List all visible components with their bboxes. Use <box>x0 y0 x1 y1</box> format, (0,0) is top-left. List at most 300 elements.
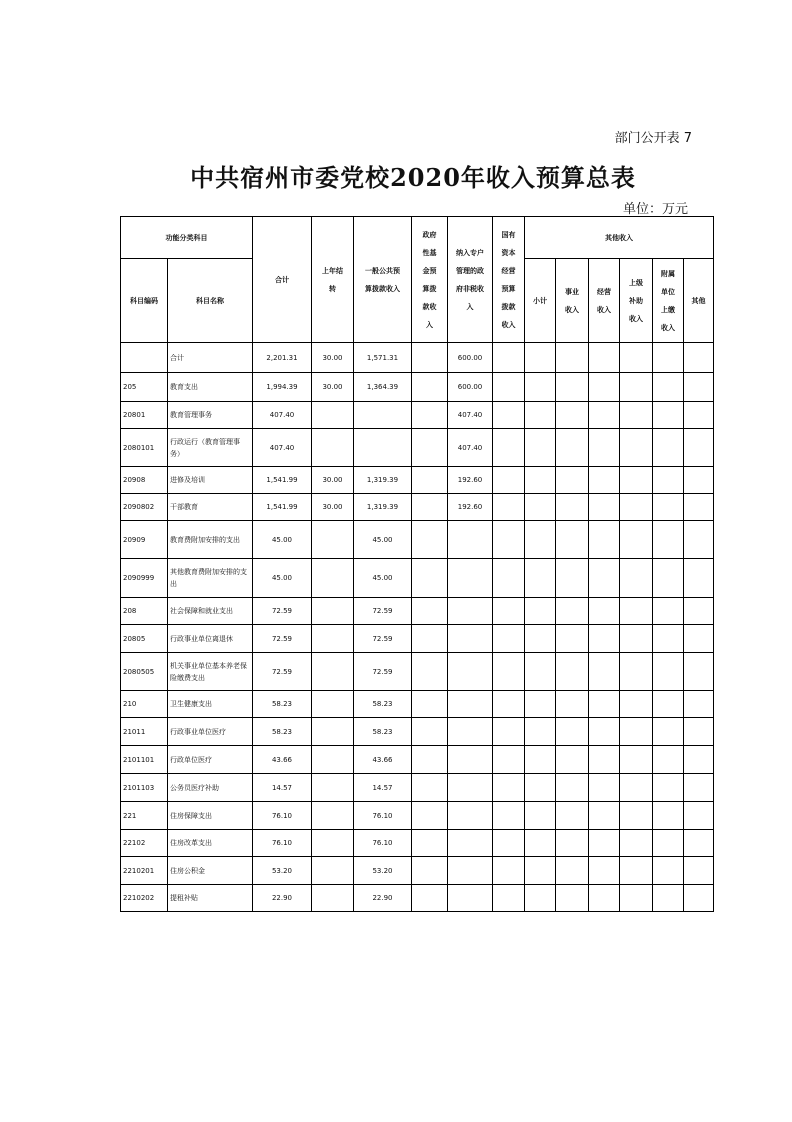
cell-misc <box>684 625 714 653</box>
cell-subtotal <box>525 402 556 429</box>
cell-code: 21011 <box>121 718 168 746</box>
cell-soe <box>493 774 525 802</box>
operating-header: 经营 收入 <box>589 259 620 343</box>
cell-upper <box>620 885 653 912</box>
cell-subtotal <box>525 467 556 494</box>
cell-total: 22.90 <box>253 885 312 912</box>
cell-special: 407.40 <box>448 402 493 429</box>
cell-subtotal <box>525 343 556 373</box>
cell-code: 2101101 <box>121 746 168 774</box>
cell-govfund <box>412 625 448 653</box>
cell-misc <box>684 429 714 467</box>
cell-upper <box>620 718 653 746</box>
cell-total: 58.23 <box>253 691 312 718</box>
cell-govfund <box>412 718 448 746</box>
table-row <box>121 429 714 467</box>
cell-code: 2210202 <box>121 885 168 912</box>
cell-business <box>556 521 589 559</box>
cell-business <box>556 802 589 830</box>
cell-misc <box>684 718 714 746</box>
cell-name: 住房公积金 <box>168 857 253 885</box>
cell-special <box>448 857 493 885</box>
cell-upper <box>620 559 653 598</box>
cell-soe <box>493 625 525 653</box>
cell-code: 2090802 <box>121 494 168 521</box>
cell-special <box>448 774 493 802</box>
cell-total: 53.20 <box>253 857 312 885</box>
cell-affiliate <box>653 802 684 830</box>
cell-govfund <box>412 691 448 718</box>
cell-operating <box>589 802 620 830</box>
cell-subtotal <box>525 598 556 625</box>
cell-carry <box>312 830 354 857</box>
cell-govfund <box>412 746 448 774</box>
cell-general: 72.59 <box>354 598 412 625</box>
cell-carry <box>312 718 354 746</box>
cell-carry <box>312 521 354 559</box>
cell-business <box>556 625 589 653</box>
table-row <box>121 598 714 625</box>
cell-operating <box>589 625 620 653</box>
cell-misc <box>684 774 714 802</box>
cell-soe <box>493 559 525 598</box>
cell-general: 58.23 <box>354 718 412 746</box>
cell-name: 其他教育费附加安排的支出 <box>168 559 253 598</box>
cell-special <box>448 559 493 598</box>
cell-upper <box>620 830 653 857</box>
cell-affiliate <box>653 885 684 912</box>
cell-govfund <box>412 373 448 402</box>
cell-misc <box>684 402 714 429</box>
table-row <box>121 774 714 802</box>
cell-business <box>556 885 589 912</box>
cell-subtotal <box>525 691 556 718</box>
cell-subtotal <box>525 802 556 830</box>
cell-upper <box>620 467 653 494</box>
cell-soe <box>493 830 525 857</box>
income-budget-table <box>120 216 714 912</box>
cell-carry: 30.00 <box>312 467 354 494</box>
cell-misc <box>684 559 714 598</box>
cell-misc <box>684 830 714 857</box>
other-income-header: 其他收入 <box>525 217 714 259</box>
cell-upper <box>620 598 653 625</box>
cell-subtotal <box>525 625 556 653</box>
cell-operating <box>589 885 620 912</box>
cell-name: 卫生健康支出 <box>168 691 253 718</box>
cell-upper <box>620 774 653 802</box>
cell-soe <box>493 691 525 718</box>
cell-subtotal <box>525 885 556 912</box>
cell-total: 1,541.99 <box>253 494 312 521</box>
cell-special <box>448 885 493 912</box>
cell-carry <box>312 429 354 467</box>
cell-code: 20801 <box>121 402 168 429</box>
cell-upper <box>620 429 653 467</box>
cell-govfund <box>412 830 448 857</box>
cell-operating <box>589 830 620 857</box>
cell-name: 提租补贴 <box>168 885 253 912</box>
cell-total: 58.23 <box>253 718 312 746</box>
cell-total: 2,201.31 <box>253 343 312 373</box>
cell-operating <box>589 521 620 559</box>
cell-upper <box>620 494 653 521</box>
cell-code: 20908 <box>121 467 168 494</box>
special-header: 纳入专户 管理的政 府非税收 入 <box>448 217 493 343</box>
cell-operating <box>589 774 620 802</box>
cell-business <box>556 429 589 467</box>
cell-general: 72.59 <box>354 653 412 691</box>
cell-business <box>556 653 589 691</box>
cell-code: 2101103 <box>121 774 168 802</box>
cell-subtotal <box>525 718 556 746</box>
cell-name: 住房改革支出 <box>168 830 253 857</box>
cell-govfund <box>412 467 448 494</box>
cell-special <box>448 802 493 830</box>
cell-total: 72.59 <box>253 625 312 653</box>
cell-total: 1,541.99 <box>253 467 312 494</box>
form-number: 部门公开表 7 <box>614 131 692 146</box>
cell-operating <box>589 494 620 521</box>
cell-operating <box>589 373 620 402</box>
cell-business <box>556 373 589 402</box>
cell-govfund <box>412 802 448 830</box>
cell-special: 192.60 <box>448 494 493 521</box>
cell-code: 2210201 <box>121 857 168 885</box>
cell-soe <box>493 718 525 746</box>
cell-soe <box>493 467 525 494</box>
cell-affiliate <box>653 467 684 494</box>
cell-affiliate <box>653 559 684 598</box>
cell-total: 72.59 <box>253 598 312 625</box>
cell-subtotal <box>525 830 556 857</box>
table-row <box>121 343 714 373</box>
cell-business <box>556 598 589 625</box>
cell-misc <box>684 494 714 521</box>
cell-subtotal <box>525 857 556 885</box>
cell-soe <box>493 857 525 885</box>
cell-operating <box>589 559 620 598</box>
cell-operating <box>589 598 620 625</box>
cell-carry <box>312 691 354 718</box>
cell-misc <box>684 343 714 373</box>
table-row <box>121 718 714 746</box>
cell-affiliate <box>653 494 684 521</box>
cell-total: 45.00 <box>253 521 312 559</box>
cell-upper <box>620 691 653 718</box>
cell-special <box>448 521 493 559</box>
cell-code: 2090999 <box>121 559 168 598</box>
cell-operating <box>589 653 620 691</box>
cell-carry <box>312 402 354 429</box>
cell-business <box>556 746 589 774</box>
cell-govfund <box>412 521 448 559</box>
cell-carry <box>312 857 354 885</box>
cell-name: 教育支出 <box>168 373 253 402</box>
cell-misc <box>684 885 714 912</box>
table-row <box>121 559 714 598</box>
table-row <box>121 625 714 653</box>
cell-name: 公务员医疗补助 <box>168 774 253 802</box>
cell-affiliate <box>653 830 684 857</box>
cell-special: 600.00 <box>448 373 493 402</box>
cell-operating <box>589 402 620 429</box>
cell-name: 教育费附加安排的支出 <box>168 521 253 559</box>
cell-upper <box>620 653 653 691</box>
cell-name: 行政运行（教育管理事务） <box>168 429 253 467</box>
cell-operating <box>589 857 620 885</box>
code-header: 科目编码 <box>121 259 168 343</box>
cell-name: 合计 <box>168 343 253 373</box>
cell-govfund <box>412 402 448 429</box>
unit-label: 单位：万元 <box>622 202 688 217</box>
cell-code: 22102 <box>121 830 168 857</box>
cell-misc <box>684 802 714 830</box>
cell-carry <box>312 746 354 774</box>
cell-general: 1,319.39 <box>354 467 412 494</box>
cell-general: 76.10 <box>354 802 412 830</box>
cell-subtotal <box>525 429 556 467</box>
page-title: 中共宿州市委党校2020年收入预算总表 <box>190 163 636 192</box>
govfund-header: 政府 性基 金预 算拨 款收 入 <box>412 217 448 343</box>
cell-special: 192.60 <box>448 467 493 494</box>
cell-general: 14.57 <box>354 774 412 802</box>
cell-misc <box>684 467 714 494</box>
cell-subtotal <box>525 774 556 802</box>
cell-carry: 30.00 <box>312 373 354 402</box>
cell-business <box>556 494 589 521</box>
cell-code: 20909 <box>121 521 168 559</box>
cell-total: 1,994.39 <box>253 373 312 402</box>
cell-business <box>556 857 589 885</box>
cell-carry <box>312 774 354 802</box>
cell-soe <box>493 653 525 691</box>
cell-code: 20805 <box>121 625 168 653</box>
cell-code <box>121 343 168 373</box>
cell-misc <box>684 521 714 559</box>
cell-affiliate <box>653 429 684 467</box>
cell-govfund <box>412 653 448 691</box>
cell-misc <box>684 857 714 885</box>
cell-soe <box>493 402 525 429</box>
cell-carry <box>312 802 354 830</box>
cell-general: 22.90 <box>354 885 412 912</box>
func-group-header: 功能分类科目 <box>121 217 253 259</box>
cell-total: 407.40 <box>253 429 312 467</box>
cell-code: 221 <box>121 802 168 830</box>
affiliate-header: 附属 单位 上缴 收入 <box>653 259 684 343</box>
table-row <box>121 857 714 885</box>
cell-misc <box>684 373 714 402</box>
cell-affiliate <box>653 857 684 885</box>
cell-carry: 30.00 <box>312 343 354 373</box>
cell-govfund <box>412 494 448 521</box>
cell-upper <box>620 343 653 373</box>
carry-header: 上年结 转 <box>312 217 354 343</box>
table-row <box>121 746 714 774</box>
cell-misc <box>684 653 714 691</box>
cell-operating <box>589 429 620 467</box>
cell-total: 43.66 <box>253 746 312 774</box>
cell-general: 43.66 <box>354 746 412 774</box>
cell-govfund <box>412 598 448 625</box>
cell-soe <box>493 802 525 830</box>
cell-name: 行政事业单位医疗 <box>168 718 253 746</box>
cell-upper <box>620 521 653 559</box>
cell-upper <box>620 373 653 402</box>
cell-operating <box>589 467 620 494</box>
cell-soe <box>493 429 525 467</box>
cell-code: 2080101 <box>121 429 168 467</box>
cell-special <box>448 746 493 774</box>
cell-special: 407.40 <box>448 429 493 467</box>
cell-name: 社会保障和就业支出 <box>168 598 253 625</box>
cell-affiliate <box>653 691 684 718</box>
cell-general: 76.10 <box>354 830 412 857</box>
cell-general: 53.20 <box>354 857 412 885</box>
cell-operating <box>589 691 620 718</box>
cell-total: 407.40 <box>253 402 312 429</box>
cell-affiliate <box>653 746 684 774</box>
cell-special <box>448 625 493 653</box>
soe-header: 国有 资本 经营 预算 拨款 收入 <box>493 217 525 343</box>
table-row <box>121 521 714 559</box>
cell-total: 72.59 <box>253 653 312 691</box>
cell-business <box>556 402 589 429</box>
cell-subtotal <box>525 559 556 598</box>
cell-misc <box>684 598 714 625</box>
cell-total: 76.10 <box>253 830 312 857</box>
table-row <box>121 494 714 521</box>
cell-business <box>556 559 589 598</box>
total-header: 合计 <box>253 217 312 343</box>
table-row <box>121 691 714 718</box>
cell-code: 210 <box>121 691 168 718</box>
cell-carry <box>312 653 354 691</box>
cell-soe <box>493 343 525 373</box>
cell-carry <box>312 885 354 912</box>
cell-business <box>556 467 589 494</box>
table-row <box>121 885 714 912</box>
cell-soe <box>493 885 525 912</box>
cell-name: 机关事业单位基本养老保险缴费支出 <box>168 653 253 691</box>
cell-govfund <box>412 857 448 885</box>
cell-affiliate <box>653 653 684 691</box>
cell-name: 干部教育 <box>168 494 253 521</box>
cell-code: 208 <box>121 598 168 625</box>
table-row <box>121 802 714 830</box>
cell-special <box>448 691 493 718</box>
cell-business <box>556 691 589 718</box>
cell-business <box>556 343 589 373</box>
cell-total: 76.10 <box>253 802 312 830</box>
misc-header: 其他 <box>684 259 714 343</box>
cell-subtotal <box>525 521 556 559</box>
cell-general: 58.23 <box>354 691 412 718</box>
cell-subtotal <box>525 746 556 774</box>
cell-name: 行政事业单位离退休 <box>168 625 253 653</box>
cell-name: 住房保障支出 <box>168 802 253 830</box>
cell-operating <box>589 343 620 373</box>
cell-total: 45.00 <box>253 559 312 598</box>
table-row <box>121 467 714 494</box>
cell-general: 72.59 <box>354 625 412 653</box>
cell-code: 205 <box>121 373 168 402</box>
cell-subtotal <box>525 373 556 402</box>
cell-govfund <box>412 429 448 467</box>
cell-name: 进修及培训 <box>168 467 253 494</box>
cell-affiliate <box>653 625 684 653</box>
cell-soe <box>493 598 525 625</box>
cell-affiliate <box>653 402 684 429</box>
table-row <box>121 402 714 429</box>
upper-header: 上级 补助 收入 <box>620 259 653 343</box>
cell-operating <box>589 746 620 774</box>
cell-subtotal <box>525 653 556 691</box>
cell-affiliate <box>653 373 684 402</box>
cell-carry <box>312 625 354 653</box>
cell-special <box>448 718 493 746</box>
cell-affiliate <box>653 774 684 802</box>
table-row <box>121 373 714 402</box>
cell-general: 1,571.31 <box>354 343 412 373</box>
cell-special <box>448 653 493 691</box>
cell-soe <box>493 494 525 521</box>
cell-carry <box>312 598 354 625</box>
cell-misc <box>684 691 714 718</box>
general-header: 一般公共预 算拨款收入 <box>354 217 412 343</box>
cell-special <box>448 598 493 625</box>
cell-govfund <box>412 559 448 598</box>
cell-upper <box>620 802 653 830</box>
table-row <box>121 830 714 857</box>
cell-soe <box>493 521 525 559</box>
cell-upper <box>620 402 653 429</box>
cell-general: 45.00 <box>354 521 412 559</box>
cell-business <box>556 718 589 746</box>
cell-general: 1,364.39 <box>354 373 412 402</box>
cell-upper <box>620 857 653 885</box>
cell-soe <box>493 746 525 774</box>
cell-general <box>354 402 412 429</box>
cell-total: 14.57 <box>253 774 312 802</box>
cell-govfund <box>412 343 448 373</box>
cell-special <box>448 830 493 857</box>
cell-general: 1,319.39 <box>354 494 412 521</box>
cell-upper <box>620 625 653 653</box>
cell-name: 教育管理事务 <box>168 402 253 429</box>
cell-govfund <box>412 774 448 802</box>
subtotal-header: 小计 <box>525 259 556 343</box>
cell-soe <box>493 373 525 402</box>
cell-business <box>556 830 589 857</box>
cell-general: 45.00 <box>354 559 412 598</box>
cell-general <box>354 429 412 467</box>
cell-carry: 30.00 <box>312 494 354 521</box>
name-header: 科目名称 <box>168 259 253 343</box>
cell-name: 行政单位医疗 <box>168 746 253 774</box>
cell-carry <box>312 559 354 598</box>
table-row <box>121 653 714 691</box>
cell-business <box>556 774 589 802</box>
cell-operating <box>589 718 620 746</box>
cell-govfund <box>412 885 448 912</box>
cell-upper <box>620 746 653 774</box>
cell-affiliate <box>653 598 684 625</box>
cell-code: 2080505 <box>121 653 168 691</box>
business-header: 事业 收入 <box>556 259 589 343</box>
cell-misc <box>684 746 714 774</box>
